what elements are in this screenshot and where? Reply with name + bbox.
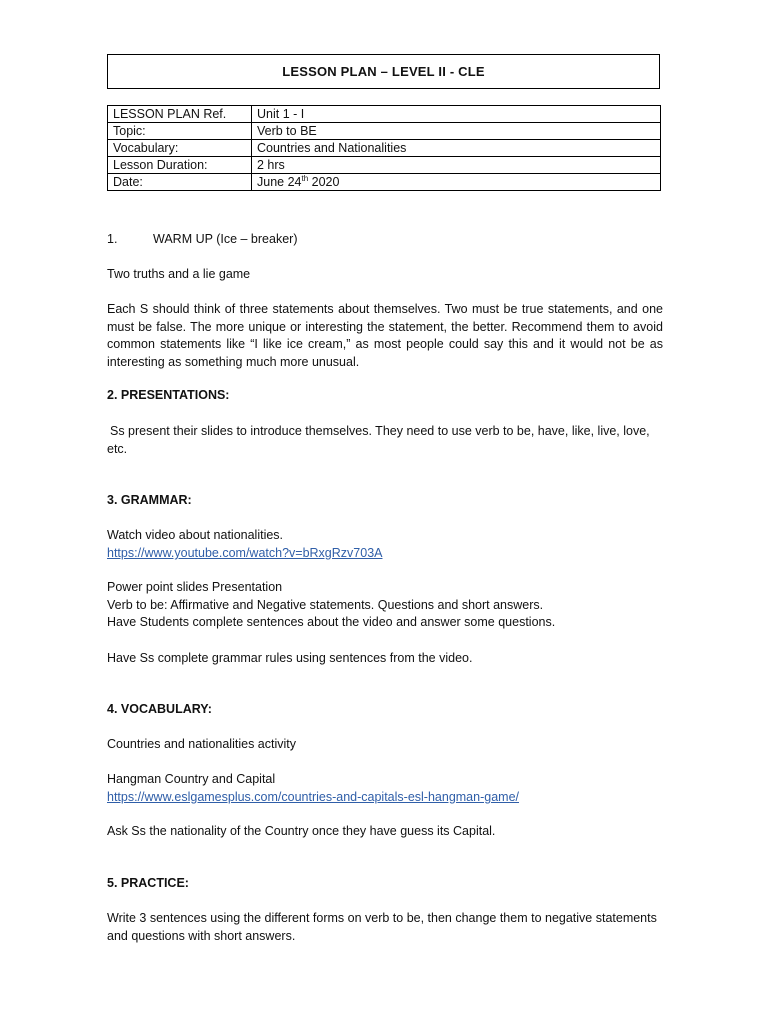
warmup-description: Each S should think of three statements about themselves. Two must be true statements, and one must be false. The more unique or interesting the statement, the better. Recommend them to avoid common statements like “I like ice cream,” as most people could say this and it would not be as interesting as something much more unusual. bbox=[107, 302, 663, 369]
grammar-line-1: Power point slides Presentation bbox=[107, 580, 283, 594]
grammar-heading: 3. GRAMMAR: bbox=[107, 493, 192, 507]
grammar-line-2: Verb to be: Affirmative and Negative statements. Questions and short answers. bbox=[107, 598, 544, 612]
youtube-link[interactable]: https://www.youtube.com/watch?v=bRxgRzv703A bbox=[107, 546, 383, 560]
table-row bbox=[108, 140, 661, 157]
info-value: Unit 1 - I bbox=[252, 106, 661, 123]
date-suffix: th bbox=[301, 173, 309, 183]
info-value-date bbox=[252, 174, 661, 191]
info-label: LESSON PLAN Ref. bbox=[108, 106, 252, 123]
grammar-line-3: Have Students complete sentences about the video and answer some questions. bbox=[107, 615, 556, 629]
vocabulary-link-line bbox=[107, 789, 663, 807]
warmup-heading bbox=[107, 231, 663, 249]
info-label: Vocabulary: bbox=[108, 140, 252, 157]
vocabulary-heading: 4. VOCABULARY: bbox=[107, 702, 212, 716]
section-number: 1. bbox=[107, 232, 118, 246]
grammar-line-4: Have Ss complete grammar rules using sentences from the video. bbox=[107, 651, 473, 665]
practice-text: Write 3 sentences using the different forms on verb to be, then change them to negative statements and questions with short answers. bbox=[107, 911, 657, 943]
info-value: 2 hrs bbox=[252, 157, 661, 174]
presentations-text: Ss present their slides to introduce themselves. They need to use verb to be, have, like, live, love, etc. bbox=[107, 424, 650, 456]
date-year: 2020 bbox=[308, 175, 340, 189]
vocabulary-hangman: Hangman Country and Capital bbox=[107, 772, 276, 786]
info-label: Date: bbox=[108, 174, 252, 191]
vocabulary-ask: Ask Ss the nationality of the Country once they have guess its Capital. bbox=[107, 824, 496, 838]
grammar-video-link-line bbox=[107, 545, 663, 563]
table-row bbox=[108, 157, 661, 174]
lesson-info-table bbox=[107, 105, 661, 191]
practice-heading: 5. PRACTICE: bbox=[107, 876, 189, 890]
date-main: June 24 bbox=[257, 175, 302, 189]
table-row bbox=[108, 106, 661, 123]
info-label: Lesson Duration: bbox=[108, 157, 252, 174]
grammar-video-text: Watch video about nationalities. bbox=[107, 528, 284, 542]
presentations-heading: 2. PRESENTATIONS: bbox=[107, 388, 230, 402]
info-label: Topic: bbox=[108, 123, 252, 140]
warmup-game-name: Two truths and a lie game bbox=[107, 267, 251, 281]
vocabulary-activity: Countries and nationalities activity bbox=[107, 737, 296, 751]
lesson-plan-title: LESSON PLAN – LEVEL II - CLE bbox=[107, 54, 660, 89]
table-row bbox=[108, 174, 661, 191]
info-value: Countries and Nationalities bbox=[252, 140, 661, 157]
eslgames-link[interactable]: https://www.eslgamesplus.com/countries-and-capitals-esl-hangman-game/ bbox=[107, 790, 519, 804]
info-value: Verb to BE bbox=[252, 123, 661, 140]
table-row bbox=[108, 123, 661, 140]
section-title: WARM UP (Ice – breaker) bbox=[153, 232, 298, 246]
